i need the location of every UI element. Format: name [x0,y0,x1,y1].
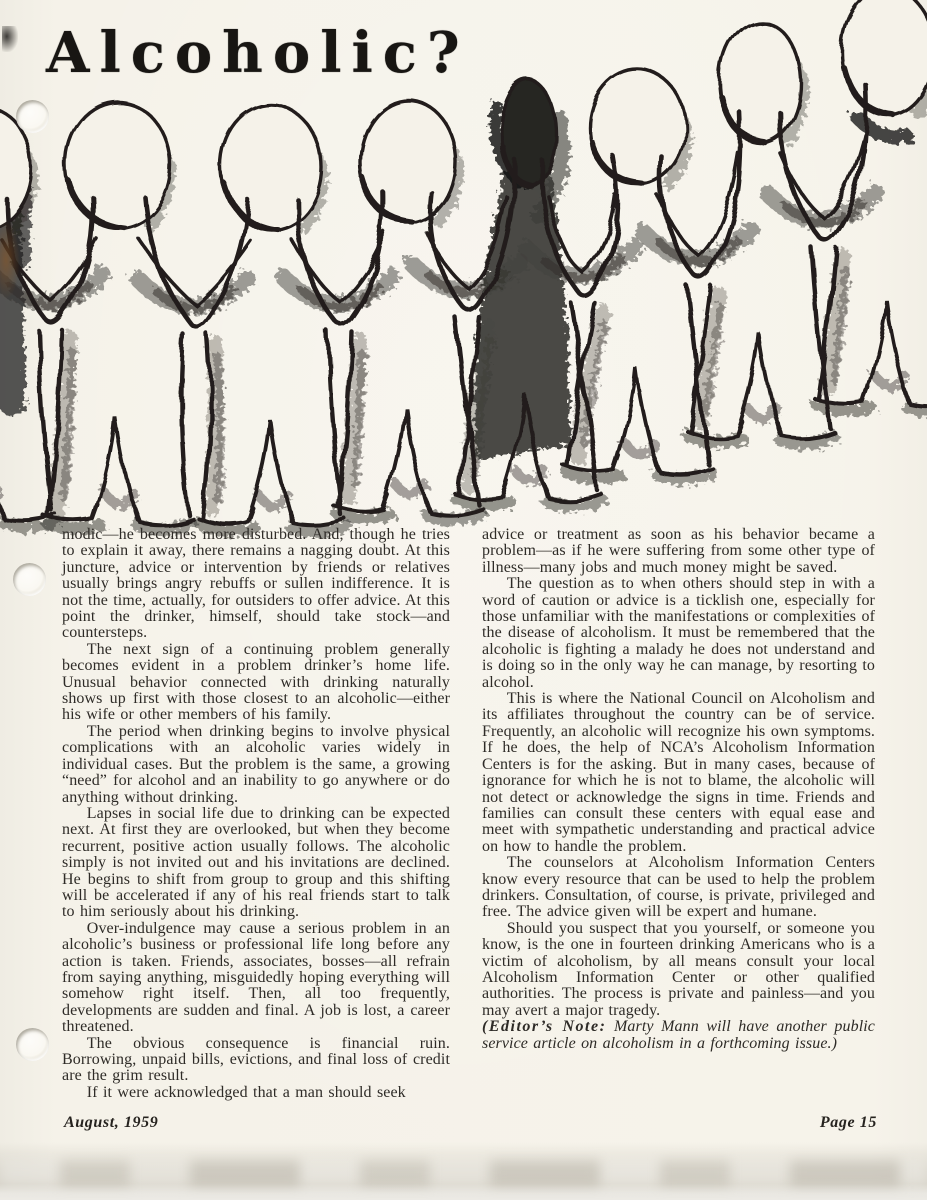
punch-hole [13,563,46,596]
paragraph: This is where the National Council on Alcoholism and its affiliates throughout the country can be of service. Frequently, an alcoholic will recognize his own symptoms. If he does, the help of NCA’s Alcoholism Information Centers is for the asking. But in many cases, because of ignorance for which he is not to blame, the alcoholic will not detect or acknowledge the signs in time. Friends and families can consult these centers with equal ease and meet with sympathetic understanding and practical advice on how to handle the problem. [482,690,875,855]
punch-hole [16,1028,49,1061]
editors-note-text: Marty Mann will have another public service article on alcoholism in a forthcoming issue.) [482,1018,875,1052]
paragraph: The obvious consequence is financial ruin. Borrowing, unpaid bills, evictions, and final loss of credit are the grim result. [62,1034,450,1085]
paragraph: Should you suspect that you yourself, or someone you know, is the one in fourteen drinking Americans who is a victim of alcoholism, by all means consult your local Alcoholism Information Center or other qualified authorities. The process is private and painless—and you may avert a major tragedy. [482,919,875,1019]
editors-note [482,1019,875,1052]
paragraph: The question as to when others should step in with a word of caution or advice is a ticklish one, especially for those unfamiliar with the manifestations or complexities of the disease of alcoholism. It must be remembered that the alcoholic is fighting a malady he does not understand and is doing so in the only way he can manage, by resorting to alcohol. [482,575,876,691]
scan-artifact [2,26,18,52]
paragraph: modic—he becomes more disturbed. And, though he tries to explain it away, there remains a nagging doubt. At this juncture, advice or intervention by friends or relatives usually brings angry rebuffs or sullen indifference. It is not the time, actually, for outsiders to offer advice. At this point the drinker, himself, should take stock—and countersteps. [62,526,450,642]
paragraph: The next sign of a continuing problem generally becomes evident in a problem drinker’s home life. Unusual behavior connected with drinking naturally shows up first with those closest to an alcoholic—either his wife or other members of his family. [62,640,450,724]
stain-mark [0,220,20,300]
editors-note-label: (Editor’s Note: [482,1018,607,1036]
paragraph: Lapses in social life due to drinking can be expected next. At first they are overlooked, but when they become recurrent, positive action usually follows. The alcoholic simply is not invited out and his invitations are declined. He begins to shift from group to group and this shifting will be accelerated if any of his real friends start to talk to him seriously about his drinking. [62,804,450,921]
article-column-left [62,527,450,1101]
paragraph: The period when drinking begins to involve physical complications with an alcoholic varies widely in individual cases. But the problem is the same, a growing “need” for alcohol and an inability to go anywhere or do anything without drinking. [62,722,450,806]
paragraph: Over-indulgence may cause a serious problem in an alcoholic’s business or professional life long before any action is taken. Friends, associates, bosses—all refrain from saying anything, misguidedly hoping everything will somehow right itself. Then, all too frequently, developments are sudden and final. A job is lost, a career threatened. [62,919,450,1036]
footer-issue-date: August, 1959 [64,1114,159,1131]
paragraph: If it were acknowledged that a man should seek [86,1083,406,1101]
article-column-right [482,527,875,1052]
punch-hole [16,100,49,133]
paragraph: advice or treatment as soon as his behavior became a problem—as if he were suffering from some other type of illness—many jobs and much money might be saved. [482,526,875,576]
footer-page-number: Page 15 [819,1114,877,1131]
page-title: Alcoholic? [46,20,470,86]
page-bottom-scan-edge [0,1142,927,1200]
paragraph: The counselors at Alcoholism Information Centers know every resource that can be used to help the problem drinkers. Consultation, of course, is private, privileged and free. The advice given will be expert and humane. [482,854,875,921]
